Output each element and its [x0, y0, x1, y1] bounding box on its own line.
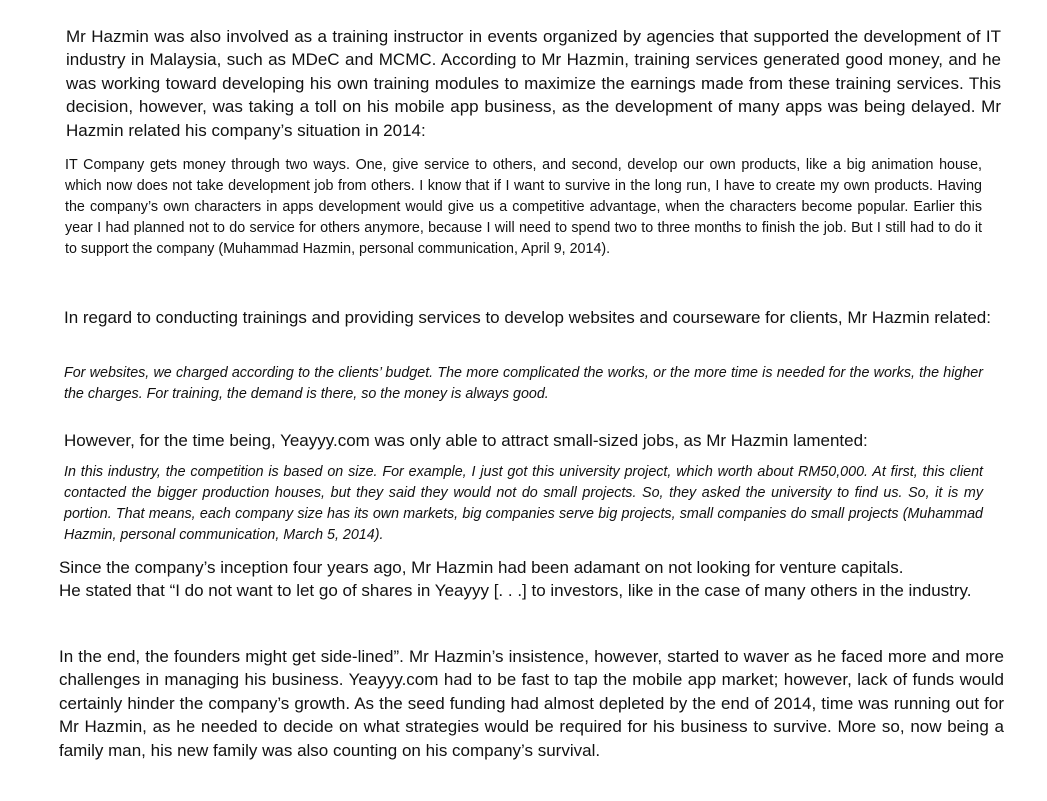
- paragraph-side-lined: In the end, the founders might get side-lined”. Mr Hazmin’s insistence, however, started to waver as he faced more and more challenges in managing his business. Yeayyy.com had to be fast to tap the mobile app market; however, lack of funds would certainly hinder the company’s growth. As the seed funding had almost depleted by the end of 2014, time was running out for Mr Hazmin, as he needed to decide on what strategies would be required for his business to survive. More so, now being a family man, his new family was also counting on his company’s survival.: [59, 647, 1004, 760]
- paragraph-shares-quote: He stated that “I do not want to let go of shares in Yeayyy [. . .] to investors, like in the case of many others in the industry.: [59, 581, 972, 600]
- quote-it-company: IT Company gets money through two ways. One, give service to others, and second, develop our own products, like a big animation house, which now does not take development job from others. I know that if I want to survive in the long run, I have to create my own products. Having the company’s own characters in apps development would give us a competitive advantage, when the characters become popular. Earlier this year I had planned not to do service for others anymore, because I will need to spend two to three months to finish the job. But I still had to do it to support the company (Muhammad Hazmin, personal communication, April 9, 2014).: [65, 157, 982, 257]
- paragraph-inception: Since the company’s inception four years ago, Mr Hazmin had been adamant on not looking for venture capitals.: [59, 558, 904, 577]
- paragraph-training-instructor: Mr Hazmin was also involved as a training instructor in events organized by agencies that supported the development of IT industry in Malaysia, such as MDeC and MCMC. According to Mr Hazmin, training services generated good money, and he was working toward developing his own training modules to maximize the earnings made from these training services. This decision, however, was taking a toll on his mobile app business, as the development of many apps was being delayed. Mr Hazmin related his company’s situation in 2014:: [66, 27, 1001, 140]
- paragraph-small-sized-jobs: However, for the time being, Yeayyy.com was only able to attract small-sized jobs, as Mr Hazmin lamented:: [64, 431, 868, 450]
- quote-websites: For websites, we charged according to the clients’ budget. The more complicated the works, or the more time is needed for the works, the higher the charges. For training, the demand is there, so the money is always good.: [64, 365, 983, 402]
- paragraph-trainings-services: In regard to conducting trainings and providing services to develop websites and courseware for clients, Mr Hazmin related:: [64, 308, 991, 327]
- quote-competition-size: In this industry, the competition is based on size. For example, I just got this university project, which worth about RM50,000. At first, this client contacted the bigger production houses, but they said they would not do small projects. So, they asked the university to find us. So, it is my portion. That means, each company size has its own markets, big companies serve big projects, small companies do small projects (Muhammad Hazmin, personal communication, March 5, 2014).: [64, 464, 983, 543]
